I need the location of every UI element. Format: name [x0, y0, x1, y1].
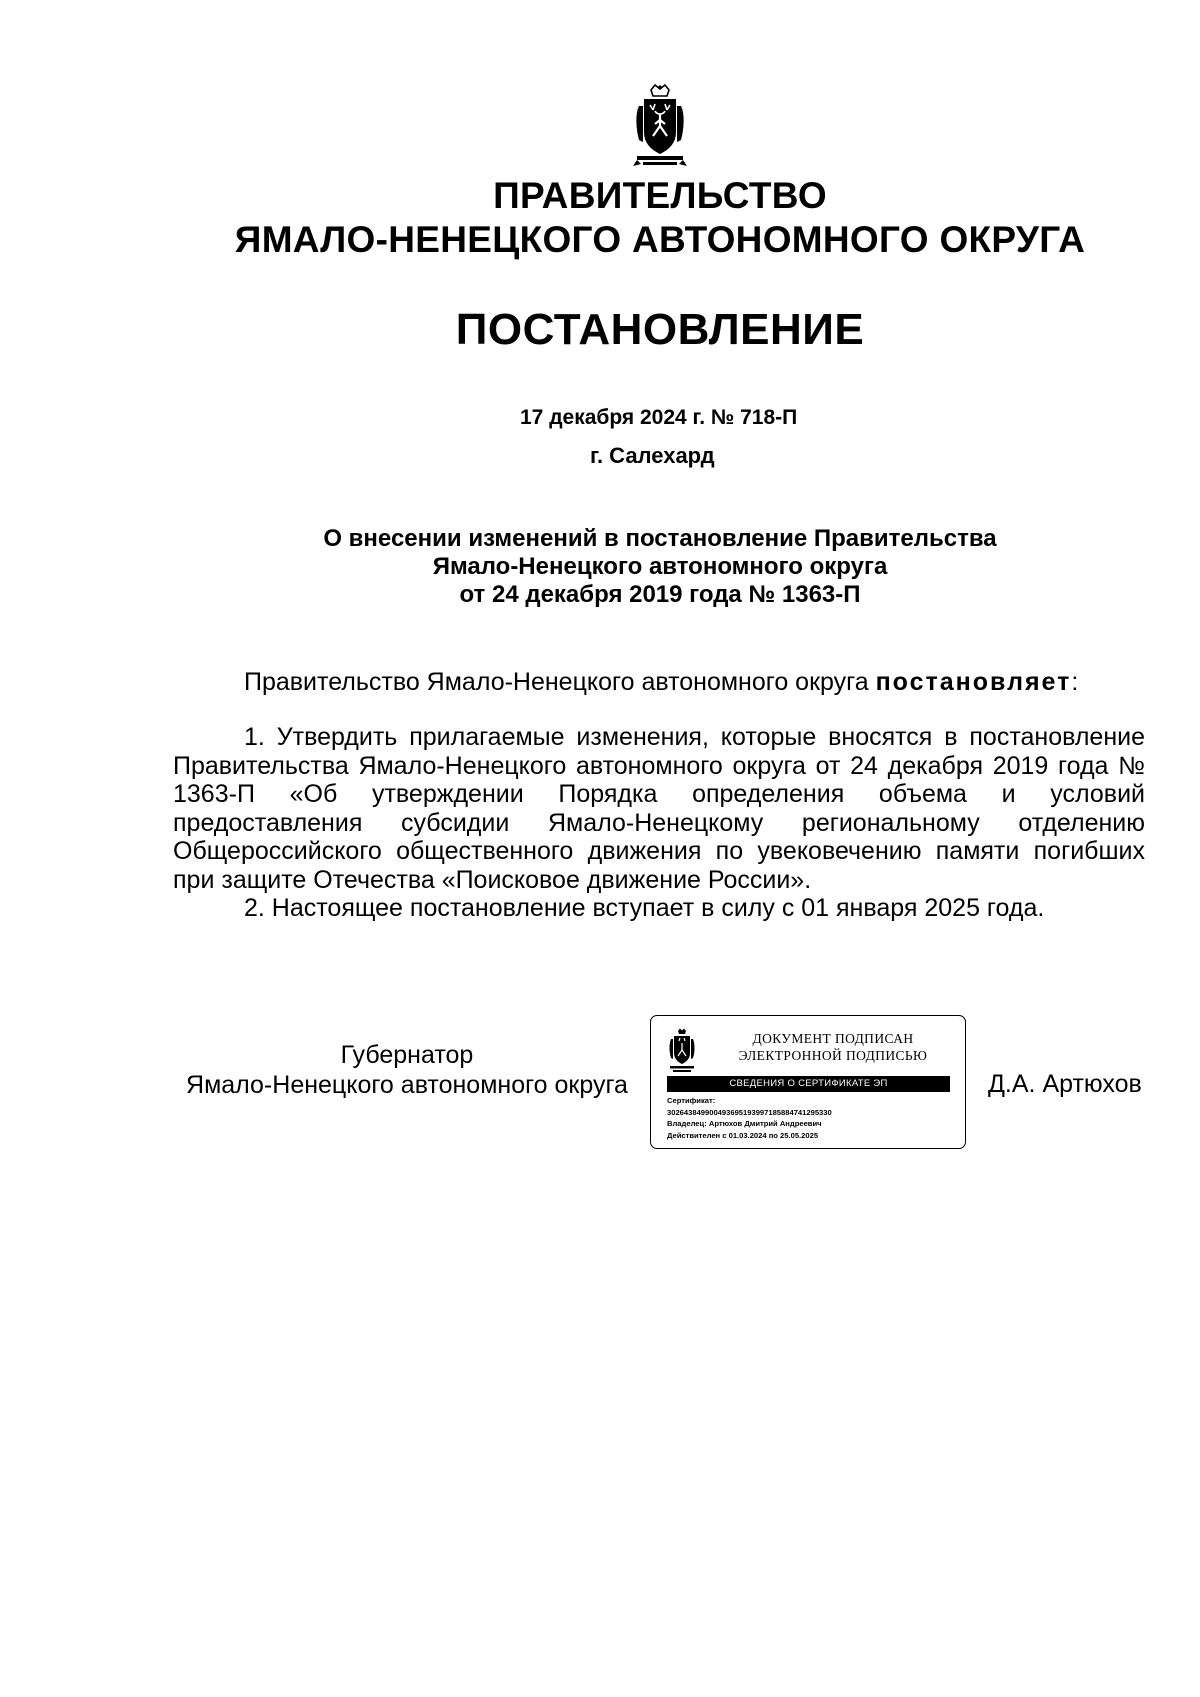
document-title — [0, 525, 1200, 609]
stamp-owner: Владелец: Артюхов Дмитрий Андреевич — [667, 1119, 822, 1128]
preamble-text: Правительство Ямало-Ненецкого автономного округа — [244, 668, 869, 696]
document-title-line2: Ямало-Ненецкого автономного округа — [432, 553, 888, 580]
signatory-position-line2: Ямало-Ненецкого автономного округа — [186, 1071, 628, 1099]
document-body — [173, 723, 1145, 923]
stamp-heading-line1: ДОКУМЕНТ ПОДПИСАН — [752, 1031, 914, 1046]
document-title-line3: от 24 декабря 2019 года № 1363-П — [459, 581, 861, 608]
preamble-punct: : — [1071, 668, 1079, 696]
stamp-validity: Действителен с 01.03.2024 по 25.05.2025 — [667, 1130, 819, 1140]
organization-name-line1: ПРАВИТЕЛЬСТВО — [493, 175, 827, 216]
coat-of-arms-small-icon — [667, 1028, 697, 1074]
preamble — [244, 668, 1078, 697]
organization-name-line2: ЯМАЛО-НЕНЕЦКОГО АВТОНОМНОГО ОКРУГА — [234, 219, 1086, 260]
preamble-verb: постановляет — [875, 668, 1072, 696]
document-city: г. Салехард — [590, 443, 715, 468]
stamp-details — [667, 1095, 957, 1141]
stamp-heading — [713, 1030, 953, 1064]
document-date-number: 17 декабря 2024 г. № 718-П — [520, 406, 798, 429]
body-paragraph-1: 1. Утвердить прилагаемые изменения, которые вносятся в постановление Правительства Ямало-Ненецкого автономного округа от 24 декабря 2019 года № 1363-П «Об утверждении Порядка определения объема и условий предоставления субсидии Ямало-Ненецкому региональному отделению Общероссийского общественного движения по увековечению памяти погибших при защите Отечества «Поисковое движение России». — [173, 723, 1145, 894]
electronic-signature-stamp — [650, 1015, 966, 1149]
signatory-name: Д.А. Артюхов — [988, 1070, 1142, 1098]
coat-of-arms-icon — [631, 84, 689, 170]
document-title-line1: О внесении изменений в постановление Правительства — [323, 525, 997, 552]
body-paragraph-2: 2. Настоящее постановление вступает в силу с 01 января 2025 года. — [244, 894, 1045, 922]
signatory-position — [173, 1040, 641, 1100]
stamp-heading-line2: ЭЛЕКТРОННОЙ ПОДПИСЬЮ — [738, 1048, 928, 1063]
stamp-certificate-bar: СВЕДЕНИЯ О СЕРТИФИКАТЕ ЭП — [667, 1076, 950, 1092]
document-type: ПОСТАНОВЛЕНИЕ — [455, 305, 865, 354]
stamp-certificate-number: 302643849900493695193997185884741295330 — [667, 1107, 832, 1117]
stamp-certificate-label: Сертификат: — [667, 1096, 716, 1105]
signatory-position-line1: Губернатор — [340, 1041, 474, 1069]
